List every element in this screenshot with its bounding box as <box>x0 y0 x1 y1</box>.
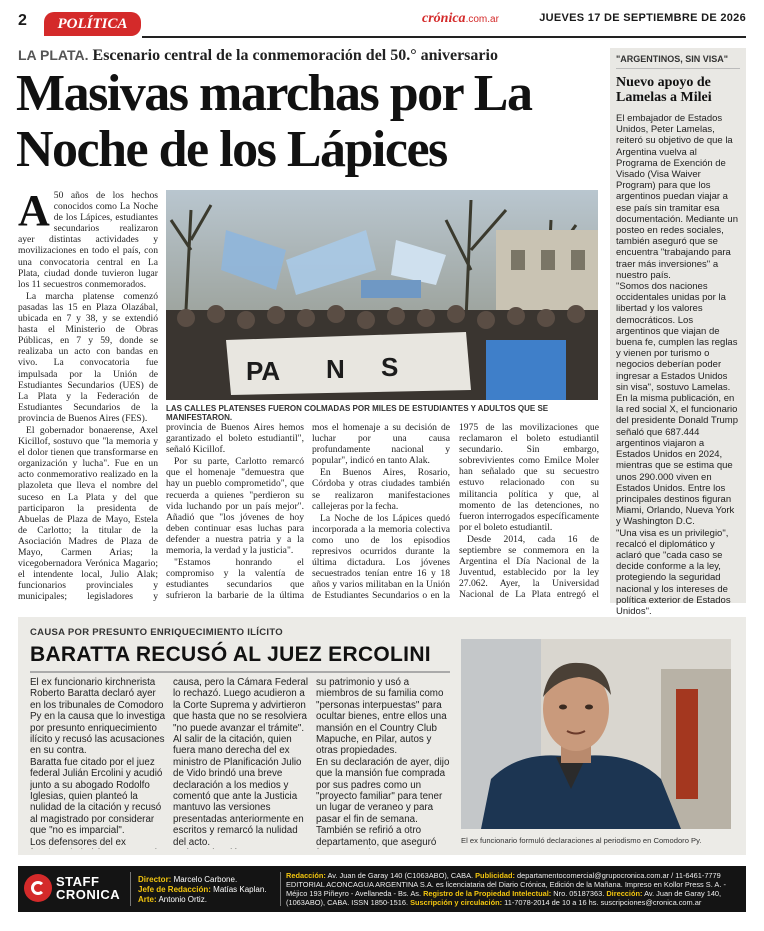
svg-text:PA: PA <box>246 356 281 386</box>
article-paragraph: El gobernador bonaerense, Axel Kicillof, sostuvo que "la memoria y el dolor tienen que transformarse en organización y lucha". Fue en un acto conmemorativo realizado en la plazoleta que lleva el nombre del suceso en La Plata y del que participaron la presidenta de Abuelas de Plaza de Mayo, Estela de Carlotto; la titular de la Asociación Madres de Plaza de Mayo, Carmen Arias; la vicegobernadora Verónica Magario; el intendente local, Julio Alak; funcionarios provinciales y municipales; legisladores y <box>18 424 158 602</box>
article-paragraph: 1975 de las movilizaciones que reclamaron el boleto estudiantil secundario. Sin embargo, sobrevivientes como Emilce Moler han señalado que su secuestro estuvo relacionado con su militancia política y que, al momento de las detenciones, no fueron interrogados específicamente por el boleto estudiantil. <box>459 422 599 533</box>
sidebar-body: El embajador de Estados Unidos, Peter Lamelas, reiteró su objetivo de que la Argentina vuelva al Programa de Exención de Visado (Visa Waiver Program) para que los argentinos puedan viajar a ese país sin tramitar esa documentación. Mediante un posteo en redes sociales, también aseguró que se encuentra "trabajando para traer más inversiones" a nuestro país. "Somos dos naciones occidentales unidas por la libertad y los valores democráticos. Los argentinos que viajan de buena fe, cumplen las reglas y vienen por turismo o negocios deberían poder ingresar a Estados Unidos sin visa", sostuvo Lamelas. En la misma publicación, en la red social X, el funcionario del presidente Donald Trump señaló que 687.444 argentinos viajaron a Estados Unidos en 2024, mientras que se estima que unos 290.000 viven en Estados Unidos. Entre los principales destinos figuran Miami, Orlando, Nueva York y Washington D.C. "Una visa es un privilegio", recalcó el diplomático y aclaró que "cada caso se decide conforme a la ley, protegiendo la seguridad nacional y los intereses de política exterior de Estados Unidos". <box>616 113 738 617</box>
main-photo <box>166 190 598 400</box>
staff-footer <box>18 866 746 912</box>
cronica-logo-icon <box>24 874 52 902</box>
dateline: JUEVES 17 DE SEPTIEMBRE DE 2026 <box>539 12 746 24</box>
sidebar-tag: "ARGENTINOS, SIN VISA" <box>616 54 729 64</box>
second-article <box>18 617 746 855</box>
main-article-col-2 <box>166 422 304 602</box>
main-article-col-1 <box>18 190 158 602</box>
footer-legal: Redacción: Av. Juan de Garay 140 (C1063ABO), CABA. Publicidad: departamentocomercial@grupocronica.com.ar / 11-6461-7779 EDITORIAL ACONCAGUA ARGENTINA S.A. es licenciataria del Diario Crónica, Edición de la Mañana. Impreso en Kollor Press S. A. - Méjico 193 Piñeyro - Avellaneda - Bs. As. Registro de la Propiedad Intelectual: Nro. 05187363. Dirección: Av. Juan de Garay 140, (1063ABO), CABA. ISSN 1850-1516. Suscripción y circulación: 11-7078-2014 de 10 a 16 hs. suscripciones@cronica.com.ar <box>286 871 726 907</box>
article-paragraph: "Estamos honrando el compromiso y la valentía de estudiantes secundarios que sufrieron la barbarie de la última <box>166 557 304 602</box>
footer-divider <box>280 872 281 906</box>
main-headline: Masivas marchas por La Noche de los Lápices <box>16 65 532 178</box>
article-paragraph: Desde 2014, cada 16 de septiembre se conmemora en la Argentina el Día Nacional de la Juventud, establecido por la ley 27.062. Ayer, la Universidad Nacional de La Plata entregó el <box>459 533 599 601</box>
sidebar-rule <box>616 68 740 69</box>
second-article-col-1: El ex funcionario kirchnerista Roberto Baratta declaró ayer en los tribunales de Comodoro Py en la causa que lo investiga por presunto enriquecimiento ilícito y recusó las acusaciones en su contra. Baratta fue citado por el juez federal Julián Ercolini y acudió junto a su abogado Rodolfo Iglesias, quien planteó la nulidad de la citación y recusó al magistrado por considerar que "no es imparcial". Los defensores del ex <box>30 677 166 848</box>
credit-line: Director: Marcelo Carbone. <box>138 875 238 884</box>
second-article-title: BARATTA RECUSÓ AL JUEZ ERCOLINI <box>30 643 431 666</box>
svg-text:S: S <box>381 352 399 382</box>
second-article-photo-caption: El ex funcionario formuló declaraciones al periodismo en Comodoro Py. <box>461 836 702 845</box>
svg-text:N: N <box>326 354 345 384</box>
second-article-col-2: causa, pero la Cámara Federal lo rechazó. Luego acudieron a la Corte Suprema y advirtieron que hasta que no se resolviera "no puede avanzar el trámite". Al salir de la citación, quien fuera mano derecha del ex ministro de Planificación Julio de Vido brindó una breve declaración a los medios y comentó que ante la Justicia mantuvo las versiones presentadas anteriormente en escritos y remarcó la nulidad del acto. <box>173 677 309 848</box>
second-article-photo <box>461 639 731 829</box>
section-tag: POLÍTICA <box>44 12 141 36</box>
brand-logo: crónica.com.ar <box>422 11 499 26</box>
second-article-col-3: su patrimonio y usó a miembros de su familia como "personas interpuestas" para ocultar bienes, entre ellos una mansión en el Country Club Mapuche, en Pilar, autos y otras propiedades. En su declaración de ayer, dijo que la mansión fue comprada por sus padres como un "proyecto familiar" para tener un lugar de veraneo y para pasar el fin de semana. También se refirió a otro departamento, que aseguró <box>316 677 450 848</box>
credit-line: Arte: Antonio Ortiz. <box>138 895 207 904</box>
main-article-col-3 <box>312 422 450 602</box>
drop-cap: A <box>18 190 50 235</box>
page-number: 2 <box>18 12 27 29</box>
article-paragraph: La marcha platense comenzó pasadas las 15 en Plaza Olazábal, ubicada en 7 y 38, y se extendió hasta el Ministerio de Obras Públicas, en 7 y 59, donde se realizaba un acto con bandas en vivo. La convocatoria fue impulsada por la Unión de Estudiantes Secundarios (UES) de La Plata y la Federación de Estudiantes Secundarios de la provincia de Buenos Aires (FES). <box>18 290 158 424</box>
footer-logo-line-2: CRONICA <box>56 887 121 902</box>
footer-credits <box>138 875 267 905</box>
page-header <box>18 8 746 38</box>
main-photo-caption: LAS CALLES PLATENSES FUERON COLMADAS POR MILES DE ESTUDIANTES Y ADULTOS QUE SE MANIFESTARON. <box>166 404 549 422</box>
main-article-col-4 <box>459 422 599 602</box>
footer-divider <box>130 872 131 906</box>
credit-line: Jefe de Redacción: Matías Kaplan. <box>138 885 267 894</box>
article-paragraph: La Noche de los Lápices quedó incorporada a la memoria colectiva como uno de los episodios represivos ocurridos durante la última dictadura. Los jóvenes secuestrados tenían entre 16 y 18 años y varios militaban en la Unión de Estudiantes Secundarios o en la <box>312 512 450 602</box>
article-paragraph: Por su parte, Carlotto remarcó que el homenaje "demuestra que hay un pueblo comprometido", que recuerda a quienes "perdieron su vida luchando por un país mejor". Añadió que "los jóvenes de hoy deben continuar esas luchas para defender a nuestra patria y a la memoria, la verdad y la justicia". <box>166 456 304 557</box>
main-kicker <box>18 47 598 65</box>
kicker-place: LA PLATA. <box>18 47 89 63</box>
kicker-text: Escenario central de la conmemoración del 50.° aniversario <box>92 47 498 64</box>
article-paragraph: A 50 años de los hechos conocidos como La Noche de los Lápices, estudiantes secundarios realizaron ayer distintas actividades y movilizaciones en todo el país, con una convocatoria central en La Plata, ciudad donde tuvieron lugar los 11 secuestros conmemorados. <box>18 190 158 290</box>
second-article-kicker: CAUSA POR PRESUNTO ENRIQUECIMIENTO ILÍCITO <box>30 627 283 638</box>
second-article-rule <box>30 671 450 673</box>
footer-logo-line-1: STAFF <box>56 874 100 889</box>
sidebar-box <box>610 48 746 617</box>
sidebar-title: Nuevo apoyo de Lamelas a Milei <box>616 75 712 105</box>
header-rule <box>142 36 746 38</box>
article-paragraph: provincia de Buenos Aires hemos garantizado el boleto estudiantil", señaló Kicillof. <box>166 422 304 456</box>
article-paragraph: En Buenos Aires, Rosario, Córdoba y otras ciudades también se realizaron manifestaciones callejeras por la fecha. <box>312 467 450 512</box>
article-paragraph: mos el homenaje a su decisión de luchar por una causa profundamente nacional y popular", indicó en tanto Alak. <box>312 422 450 467</box>
